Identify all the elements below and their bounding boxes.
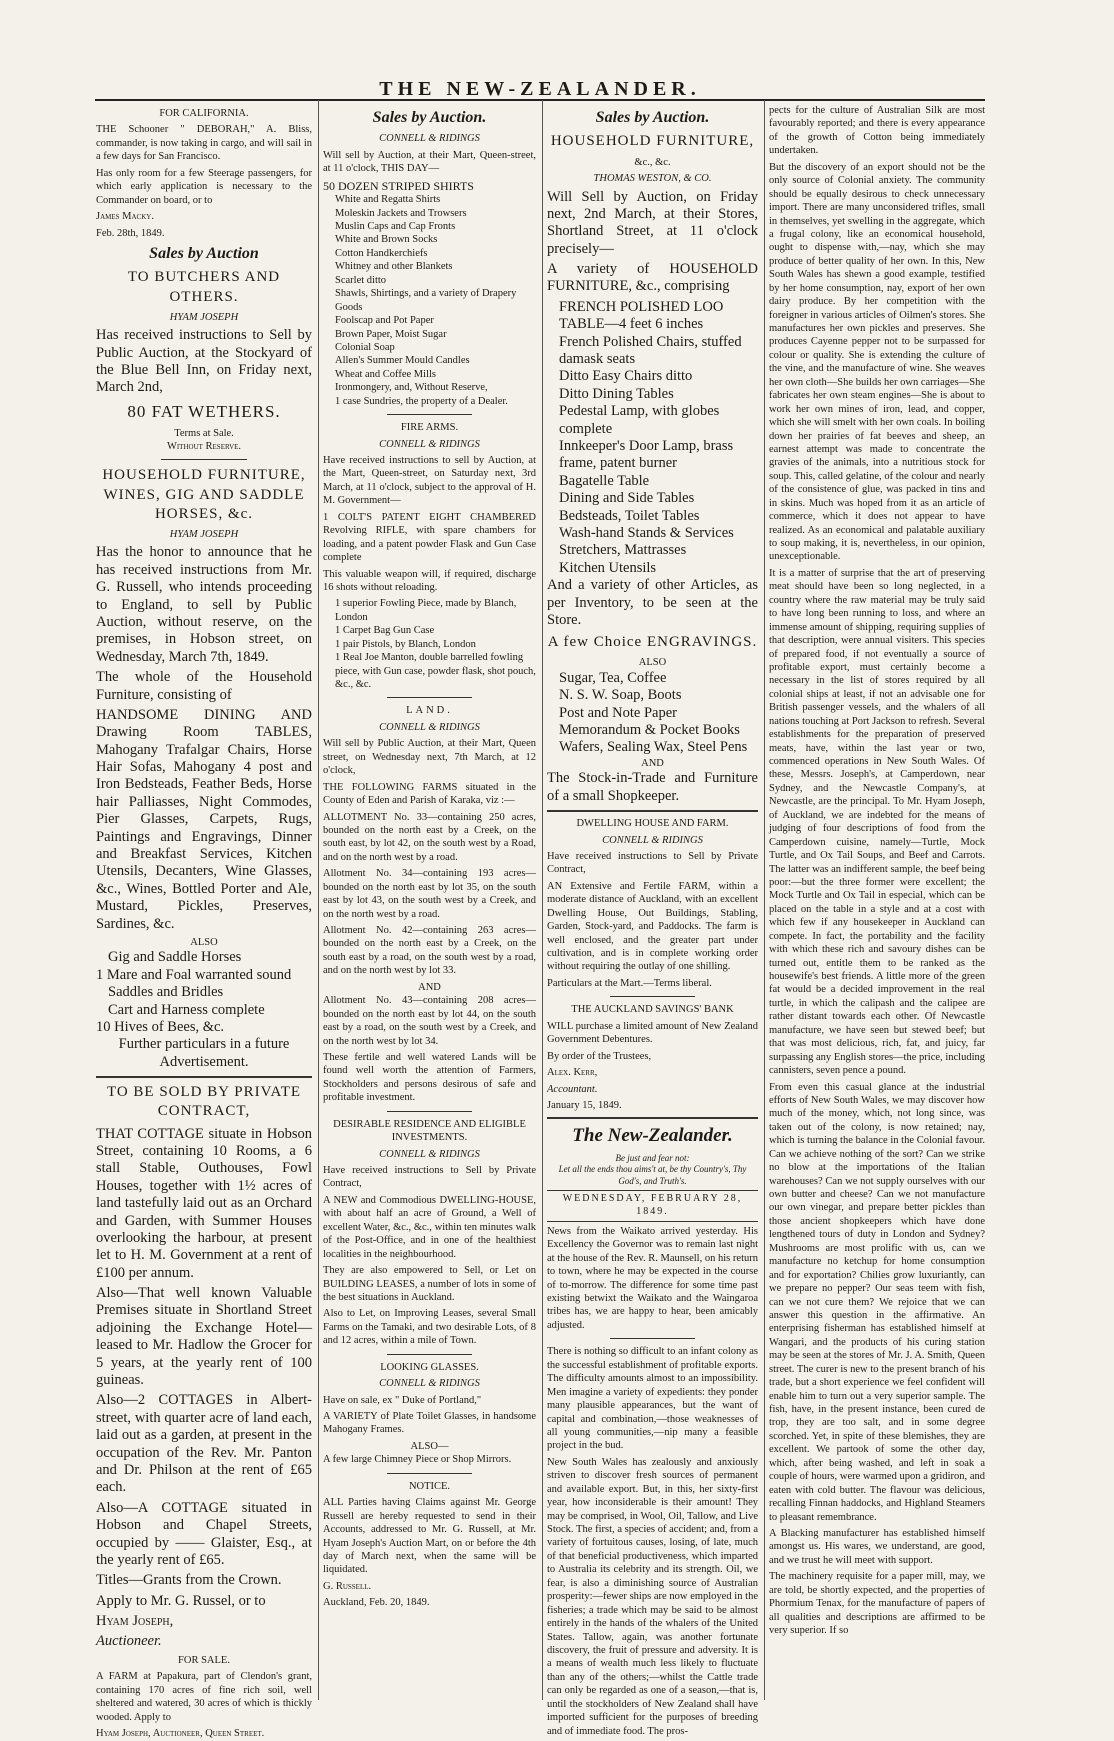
- list-item: N. S. W. Soap, Boots: [559, 687, 682, 704]
- divider: [610, 1338, 694, 1339]
- private-heading: TO BE SOLD BY PRIVATE CONTRACT,: [106, 1084, 302, 1120]
- dateline: WEDNESDAY, FEBRUARY 28, 1849.: [547, 1190, 758, 1222]
- household-subheading: &c., &c.: [634, 156, 671, 168]
- article-paragraph: But the discovery of an export should not be the only source of Colonial anxiety. The community should be equally desirous to check unnecessary import. There are many unconsidered trifles, small in themselves, yet swelling in the aggregate, which a frugal colony, like an economical household, ought to dispense with,—nay, which she may produce of better quality of her own. In this, New South Wales has shewn a good example, testified by her home consumption, nay, export of her own dairy produce. By her competition with the foreigner in various articles of Oilmen's stores. She manufactures her own pickles and preserves. She produces Cayenne pepper not to be surpassed for colour or quality. She is extending the culture of the vine, and the manufacture of wine. She weaves her own cloth—She builds her own carriages—She fabricates her own steam engines—She is about to work her own mines of iron, lead, and copper, which she will smelt with her own coals. In boiling down her prairies of fat beeves and sheep, an earnest attempt was made to concentrate the gravies of the animals, into a nutritious stock for soup. This, called gelatine, of the colour and nearly of the consistence of glue, was packed in tins and in skins. Much was hoped from it as an article of commerce, which it does not appear to have realized. As an economical and palatable auxiliary to soup making, it is, nevertheless, in our opinion, unexceptionable.: [769, 161, 985, 563]
- list-item: Dining and Side Tables: [559, 490, 695, 507]
- household-heading: HOUSEHOLD FURNITURE, WINES, GIG AND SADDLE HORSES, &c.: [102, 467, 306, 522]
- furniture-list: [547, 299, 758, 577]
- deborah-passengers: Has only room for a few Steerage passengers, for which early application is necessary to the Commander on board, or to: [96, 167, 312, 206]
- column-divider: [542, 100, 543, 1700]
- list-item: Scarlet ditto: [335, 274, 387, 286]
- list-item: Ditto Dining Tables: [559, 385, 674, 402]
- bank-body: WILL purchase a limited amount of New Zealand Government Debentures.: [547, 1020, 758, 1046]
- glasses-sale: Have on sale, ex " Duke of Portland,": [323, 1394, 482, 1406]
- also-label: ALSO: [638, 657, 667, 669]
- column-3: [547, 104, 758, 1737]
- apply: Apply to Mr. G. Russel, or to: [96, 1592, 266, 1609]
- notice-date: Auckland, Feb. 20, 1849.: [323, 1597, 430, 1609]
- article-paragraph: pects for the culture of Australian Silk are most favourably reported; and there is every appearance of the growth of Cotton being immediately undertaken.: [769, 105, 985, 157]
- firm-name: CONNELL & RIDINGS: [379, 133, 480, 145]
- list-item: Foolscap and Pot Paper: [335, 315, 434, 327]
- glasses-body: A VARIETY of Plate Toilet Glasses, in handsome Mahogany Frames.: [323, 1411, 536, 1436]
- without-reserve: Without Reserve.: [166, 440, 242, 452]
- terms: Terms at Sale.: [174, 427, 234, 439]
- column-divider: [318, 100, 319, 1700]
- and-label: AND: [641, 757, 664, 769]
- macky-signature: James Macky.: [96, 211, 154, 223]
- divider: [96, 1076, 312, 1078]
- bank-signature: Alex. Kerr,: [547, 1067, 598, 1079]
- notice-heading: NOTICE.: [408, 1480, 451, 1492]
- list-item: Brown Paper, Moist Sugar: [335, 328, 447, 340]
- divider: [387, 1473, 472, 1474]
- auction-intro: Will sell by Auction, at their Mart, Queen-street, at 11 o'clock, THIS DAY—: [323, 149, 536, 175]
- dwelling-heading: DWELLING HOUSE AND FARM.: [576, 818, 729, 830]
- residence-leases: They are also empowered to Sell, or Let on BUILDING LEASES, a number of lots in some of the best situations in Auckland.: [323, 1265, 536, 1303]
- list-item: Colonial Soap: [335, 341, 395, 353]
- gig-line: 1 Mare and Foal warranted sound: [96, 966, 292, 983]
- residence-heading: DESIRABLE RESIDENCE AND ELIGIBLE INVESTMENTS.: [333, 1118, 526, 1144]
- gig-line: Cart and Harness complete: [108, 1001, 265, 1018]
- sales-heading: Sales by Auction: [149, 244, 259, 262]
- list-item: Shawls, Shirtings, and a variety of Drapery Goods: [335, 288, 517, 313]
- article-paragraph: The machinery requisite for a paper mill, may, we are told, be shortly expected, and the properties of Phormium Tenax, for the manufacture of papers of all qualities and descriptions are affirmed to be very superior. If so: [769, 1571, 985, 1636]
- news-paragraph: New South Wales has zealously and anxiously striven to discover fresh sources of permanent and available export. But, in this, her sixty-first year, how inconsiderable is their amount! They may be comprised, in Wool, Oil, Tallow, and Live Stock. The first, a species of accident; and, from a variety of fortuitous causes, losing, of late, much of that beneficial productiveness, which imparted to Australia its celebrity and its strength. Oil, we fear, is also a diminishing source of Australian prosperity:—fewer ships are now employed in the fisheries; a trade which may be said to be almost entirely in the hands of the whalers of the United States. Tallow, again, was another fortunate discovery, the fruit of pressure and adversity. It is a means of wealth much less likely to fluctuate than any of the others;—whilst the Cattle trade can only be regarded as one of a season,—that is, until the stockholders of New Zealand shall have imported sufficient for the purposes of breeding and of immediate food. The pros-: [547, 1456, 758, 1737]
- article-paragraph: From even this casual glance at the industrial efforts of New South Wales, we may discover how much of the money, which, not long since, was taken out of the colony, is now retained; nay, which is turning the balance in the Colonial favour. Can we achieve nothing of the sort? Can we strike no blow at the importations of the Italian warehouses? Can we not supply ourselves with our own butter and cheese? Can we not manufacture our own vinegar, and prepare better pickles than those ancient shopkeepers which have done lengthened tours of duty in London and Sydney? Mushrooms are most prolific with us, can we manufacture no ketchup for home consumption and for exportation? Chilies grow luxuriantly, can we prepare no pepper? Our seas teem with fish, can we not cure them? We rejoice that we can answer this question in the affirmative. An enterprising fisherman has established himself at Wangari, and the products of his curing station may be seen at the stores of Mr. J. A. Smith, Queen street. The curer is new to the present branch of his trade, but a short experience we feel confident will enable him to turn out a very superior sample. The fish, have, in the present instance, been cured de trop, they are too salt, and in some degree scorched. Yet, in spite of these blemishes, they are excellent. We partook of some the other day, which, after being washed, and left in soak a couple of hours, were warmed upon a gridiron, and eaten with cold butter. The flavour was delicious, recalling Finnan haddocks, and Highland Steamers to pleasant remembrance.: [769, 1081, 985, 1523]
- article-paragraph: A Blacking manufacturer has established himself amongst us. His wares, we understand, are good, and we trust he will meet with support.: [769, 1527, 985, 1566]
- lot-43: Allotment No. 43—containing 208 acres—bounded on the north east by lot 44, on the south east by a road, on the south west by a Creek, and on the north west by lot 34.: [323, 995, 536, 1047]
- list-item: Muslin Caps and Cap Fronts: [335, 221, 456, 233]
- divider: [547, 810, 758, 812]
- goods-list: [547, 670, 758, 757]
- list-item: FRENCH POLISHED LOO TABLE—4 feet 6 inches: [559, 298, 724, 333]
- list-item: White and Regatta Shirts: [335, 194, 441, 206]
- forsale-heading: FOR SALE.: [178, 1654, 230, 1666]
- list-item: Whitney and other Blankets: [335, 261, 453, 273]
- farms-text: THE FOLLOWING FARMS situated in the County of Eden and Parish of Karaka, viz :—: [323, 781, 536, 807]
- list-item: Pedestal Lamp, with globes complete: [559, 403, 720, 437]
- list-item: 1 Real Joe Manton, double barrelled fowling piece, with Gun case, powder flask, shot pouch, &c., &c.: [335, 652, 536, 691]
- firm-name: CONNELL & RIDINGS: [379, 438, 480, 450]
- divider: [610, 996, 694, 997]
- stock-in-trade: The Stock-in-Trade and Furniture of a small Shopkeeper.: [547, 770, 758, 804]
- also-cottages: Also—2 COTTAGES in Albert-street, with quarter acre of land each, laid out as a garden, at present in the occupation of the Rev. Mr. Panton and Dr. Philson at the rent of £65 each.: [96, 1392, 312, 1496]
- motto: Be just and fear not:: [615, 1152, 690, 1163]
- list-item: Sugar, Tea, Coffee: [559, 669, 667, 686]
- news-paragraph: There is nothing so difficult to an infant colony as the successful establishment of profitable exports. The difficulty amounts almost to an impossibility. Men imagine a variety of expedients: they ponder many plausible appearances, but the want of capital and combination,—those weaknesses of all young communities,—nip many a feasible project in the bud.: [547, 1346, 758, 1452]
- list-item: Wafers, Sealing Wax, Steel Pens: [559, 739, 748, 756]
- gig-line: 10 Hives of Bees, &c.: [96, 1019, 225, 1035]
- divider: [547, 1117, 758, 1119]
- firm-name: CONNELL & RIDINGS: [602, 834, 703, 846]
- motto: Let all the ends thou aims't at, be thy Country's, Thy God's, and Truth's.: [558, 1164, 747, 1186]
- list-item: Wheat and Coffee Mills: [335, 368, 436, 380]
- dwelling-particulars: Particulars at the Mart.—Terms liberal.: [547, 977, 712, 989]
- list-item: Ironmongery, and, Without Reserve,: [335, 382, 488, 394]
- honor-text: Has the honor to announce that he has received instructions from Mr. G. Russell, who intends proceeding to England, to sell by Public Auction, without reserve, on the premises, in Hobson street, on Wednesday, March 7th, 1849.: [96, 544, 312, 665]
- sales-heading: Sales by Auction.: [372, 109, 487, 126]
- fire-body: Have received instructions to sell by Auction, at the Mart, Queen-street, on Saturday next, 3rd March, at 11 o'clock, subject to the approval of H. M. Government—: [323, 455, 536, 507]
- forsale-signature: Hyam Joseph, Auctioneer, Queen Street.: [96, 1728, 265, 1740]
- auctioneer-name: HYAM JOSEPH: [169, 311, 239, 323]
- dwelling-body: AN Extensive and Fertile FARM, within a moderate distance of Auckland, with an excellent Dwelling House, Out Buildings, Stabling, Garden, Stock-yard, and Paddocks. The farm is well enclosed, and the greater part under cultivation, and is in complete working order without requiring the outlay of one shilling.: [547, 880, 758, 973]
- hyam-signature: Hyam Joseph,: [96, 1613, 174, 1630]
- bank-date: January 15, 1849.: [547, 1099, 622, 1111]
- glasses-chimney: A few large Chimney Piece or Shop Mirrors.: [323, 1454, 512, 1466]
- gig-line: Further particulars in a future Advertisement.: [118, 1036, 290, 1070]
- residence-let: Also to Let, on Improving Leases, several Small Farms on the Tamaki, and two desirable Lots, of 8 and 12 acres, within a mile of Town.: [323, 1308, 536, 1347]
- land-heading: LAND.: [406, 705, 453, 717]
- sales-heading: Sales by Auction.: [595, 109, 710, 126]
- column-2: [323, 104, 536, 1694]
- gig-line: Gig and Saddle Horses: [108, 949, 242, 966]
- bank-heading: THE AUCKLAND SAVINGS' BANK: [571, 1004, 734, 1016]
- lot-42: Allotment No. 42—containing 263 acres—bounded on the north east by a Creek, on the south east by a road, on the south west by a road, and on the north west by lot 33.: [323, 925, 536, 977]
- glasses-heading: LOOKING GLASSES.: [380, 1361, 479, 1373]
- list-item: Kitchen Utensils: [559, 559, 657, 576]
- valuable-text: This valuable weapon will, if required, discharge 16 shots without reloading.: [323, 568, 536, 593]
- also-label: ALSO—: [410, 1440, 449, 1452]
- and-label: AND: [418, 981, 441, 993]
- land-body: Will sell by Public Auction, at their Mart, Queen street, on Wednesday next, 7th March, at 12 o'clock,: [323, 738, 536, 777]
- also-label: ALSO: [190, 937, 218, 948]
- residence-received: Have received instructions to Sell by Private Contract,: [323, 1165, 536, 1190]
- household-heading: HOUSEHOLD FURNITURE,: [550, 133, 755, 150]
- news-paragraph: News from the Waikato arrived yesterday. His Excellency the Governor was to remain last night at the house of the Rev. R. Maunsell, on his return to town, where he may be expected in the course of to-morrow. The difference for some time past existing betwixt the Waikato and the Waingaroa tribes has, we are happy to hear, been amicably adjusted.: [547, 1225, 758, 1331]
- list-item: 1 pair Pistols, by Blanch, London: [335, 638, 476, 650]
- firm-name: CONNELL & RIDINGS: [379, 1148, 480, 1160]
- gig-line: Saddles and Bridles: [108, 984, 224, 1001]
- residence-body: A NEW and Commodious DWELLING-HOUSE, with about half an acre of Ground, a Well of excellent Water, &c., &c., within ten minutes walk of the Post-Office, and in one of the healthiest localities in the neighbourhood.: [323, 1194, 536, 1260]
- goods-list: [323, 193, 536, 408]
- list-item: 1 Carpet Bag Gun Case: [335, 625, 435, 637]
- column-1: [96, 104, 312, 1740]
- list-item: Wash-hand Stands & Services: [559, 524, 734, 541]
- california-heading: FOR CALIFORNIA.: [159, 108, 249, 119]
- firm-name: THOMAS WESTON, & CO.: [593, 173, 712, 185]
- list-item: Moleskin Jackets and Trowsers: [335, 207, 467, 219]
- column-divider: [764, 100, 765, 1700]
- bank-accountant: Accountant.: [547, 1083, 598, 1095]
- auctioneer-name: HYAM JOSEPH: [169, 528, 239, 540]
- list-item: Memorandum & Pocket Books: [559, 722, 740, 739]
- lot-34: Allotment No. 34—containing 193 acres—bounded on the north east by lot 35, on the south east by lot 43, on the south west by a Creek, and on the north west by a road.: [323, 868, 536, 920]
- firm-name: CONNELL & RIDINGS: [379, 721, 480, 733]
- butchers-heading: TO BUTCHERS AND OTHERS.: [127, 269, 281, 305]
- list-item: Bedsteads, Toilet Tables: [559, 507, 700, 524]
- weston-intro: Will Sell by Auction, on Friday next, 2nd March, at their Stores, Shortland Street, at 11 o'clock precisely—: [547, 188, 758, 257]
- divider: [387, 1111, 472, 1112]
- list-item: Cotton Handkerchiefs: [335, 247, 428, 259]
- also-premises: Also—That well known Valuable Premises situate in Shortland Street adjoining the Exchange Hotel—leased to Mr. Hadlow the Grocer for 5 years, at the yearly rent of 100 guineas.: [96, 1285, 312, 1389]
- notice-body: ALL Parties having Claims against Mr. George Russell are hereby requested to send in their Accounts, addressed to Mr. G. Russell, at Mr. Hyam Joseph's Auction Mart, on or before the 4th day of March next, when the same will be liquidated.: [323, 1497, 536, 1576]
- editorial-title: The New-Zealander.: [572, 1125, 733, 1147]
- list-item: Post and Note Paper: [559, 704, 677, 721]
- masthead: THE NEW-ZEALANDER.: [379, 78, 701, 100]
- date: Feb. 28th, 1849.: [96, 227, 165, 239]
- fertile-text: These fertile and well watered Lands will be found well worth the attention of Farmers, Stockholders and persons desirous of safe and profitable investment.: [323, 1051, 536, 1104]
- list-item: French Polished Chairs, stuffed damask seats: [559, 333, 742, 368]
- furniture-list: HANDSOME DINING AND Drawing Room TABLES, Mahogany Trafalgar Chairs, Horse Hair Sofas, Mahogany 4 post and Iron Bedsteads, Feather Beds, Horse hair Palliasses, Night Commodes, Pier Glasses, Carpets, Rugs, Paintings and Engravings, Dinner and Breakfast Services, Kitchen Utensils, Decanters, Wine Glasses, &c., Wines, Bottled Porter and Ale, Mustard, Pickles, Preserves, Sardines, &c.: [96, 706, 312, 932]
- masthead-rule: [95, 99, 985, 101]
- shirts-line: 50 DOZEN STRIPED SHIRTS: [323, 178, 474, 193]
- weston-variety: A variety of HOUSEHOLD FURNITURE, &c., comprising: [547, 261, 758, 295]
- cottage-text: THAT COTTAGE situate in Hobson Street, containing 10 Rooms, a 6 stall Stable, Outhouses, Fowl Houses, together with 1½ acres of land tastefully laid out as an Orchard and Garden, with Summer Houses overlooking the harbour, at present let to H. M. Government at a rent of £100 per annum.: [96, 1125, 312, 1281]
- list-item: Stretchers, Mattrasses: [559, 542, 687, 559]
- divider: [387, 1354, 472, 1355]
- divider: [387, 414, 472, 415]
- whole-text: The whole of the Household Furniture, consisting of: [96, 669, 312, 703]
- list-item: Innkeeper's Door Lamp, brass frame, patent burner: [559, 438, 734, 472]
- divider: [161, 459, 247, 460]
- list-item: Bagatelle Table: [559, 472, 650, 489]
- list-item: 1 superior Fowling Piece, made by Blanch, London: [335, 598, 517, 623]
- auctioneer-title: Auctioneer.: [96, 1633, 162, 1650]
- forsale-text: A FARM at Papakura, part of Clendon's grant, containing 170 acres of fine rich soil, well sheltered and watered, 30 acres of which is thickly wooded. Apply to: [96, 1671, 312, 1723]
- firearms-list: [323, 597, 536, 691]
- notice-signature: G. Russell.: [323, 1580, 372, 1592]
- column-4: [769, 104, 985, 1694]
- bank-order: By order of the Trustees,: [547, 1050, 652, 1062]
- weston-and: And a variety of other Articles, as per Inventory, to be seen at the Store.: [547, 577, 758, 628]
- fire-heading: FIRE ARMS.: [400, 422, 459, 434]
- engravings: A few Choice ENGRAVINGS.: [547, 634, 758, 651]
- wethers-line: 80 FAT WETHERS.: [127, 401, 281, 421]
- firm-name: CONNELL & RIDINGS: [379, 1378, 480, 1390]
- colts-rifle: 1 COLT'S PATENT EIGHT CHAMBERED Revolving RIFLE, with spare chambers for loading, and a patent powder Flask and Gun Case complete: [323, 511, 536, 564]
- dwelling-received: Have received instructions to Sell by Private Contract,: [547, 850, 758, 876]
- deborah-notice: THE Schooner " DEBORAH," A. Bliss, commander, is now taking in cargo, and will sail in a few days for San Francisco.: [96, 124, 312, 163]
- lot-33: ALLOTMENT No. 33—containing 250 acres, bounded on the north east by a Creek, on the south east, by lot 42, on the south west by a Road, and on the north west by a road.: [323, 811, 536, 863]
- divider: [387, 697, 472, 698]
- butchers-body: Has received instructions to Sell by Public Auction, at the Stockyard of the Blue Bell Inn, on Friday next, March 2nd,: [96, 327, 312, 396]
- list-item: White and Brown Socks: [335, 234, 438, 246]
- list-item: Allen's Summer Mould Candles: [335, 355, 470, 367]
- article-paragraph: It is a matter of surprise that the art of preserving meat should have been so long neglected, in a country where the raw material may be truly said to have long been running to loss, and where an immense amount of shipping, requiring supplies of that description, were annual visiters. This species of prepared food, if not eventually a source of profitable export, must certainly become a necessary in the list of stores required by all colonial ships at least, if not an advisable one for British passenger vessels, and the whalers of all nations touching at Port Jackson to refresh. Several establishments for the preparation of preserved meats, have, within the last year or two, commenced operations in New South Wales. Of these, Messrs. Joseph's, at Camperdown, near Sydney, and the Newcastle Company's, at Newcastle, are the principal. To Mr. Hyam Joseph, of Auckland, we are indebted for the means of judging of four descriptions of food from the Camperdown cuisine, namely—Turtle, Mock Turtle, and Ox Tail Soups, and Beef and Carrots. The latter was an indifferent sample, the beef being poor:—but the three former were excellent; the Mock Turtle and Ox Tail in especial, which can be placed on the table in a style and at a cost with which few if any housekeeper in Auckland can compete. In fact, the portability and the facility with which these rich and savoury dishes can be turned out, entitle them to be ranked as the housewife's best friends. A little more of the green fat would be a decided improvement in the real turtle, in which the calipash and the calipee are rather distant towards each other. Of Newcastle manufacture, we have seen but stewed beef; but that was most delicious, rich, fat, and juicy, far surpassing any English stores—the price, including cannisters, seven pence a pound.: [769, 567, 985, 1077]
- also-cottage: Also—A COTTAGE situated in Hobson and Chapel Streets, occupied by —— Glaister, Esq., at the yearly rent of £65.: [96, 1499, 312, 1568]
- titles: Titles—Grants from the Crown.: [96, 1572, 282, 1589]
- list-item: Ditto Easy Chairs ditto: [559, 368, 693, 385]
- list-item: 1 case Sundries, the property of a Dealer.: [335, 395, 508, 407]
